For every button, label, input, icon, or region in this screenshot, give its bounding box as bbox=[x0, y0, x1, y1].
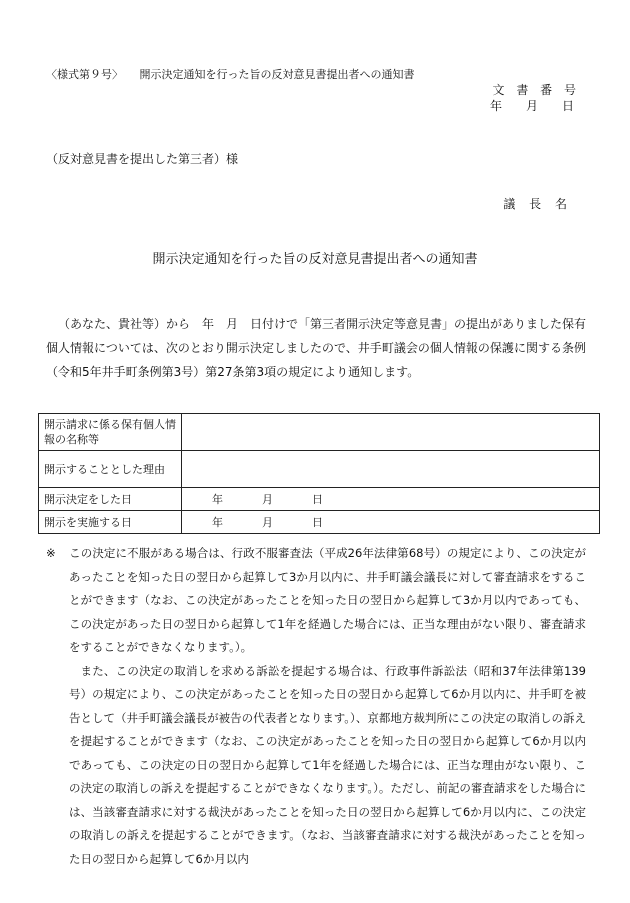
chair-name: 議 長 名 bbox=[503, 197, 572, 211]
note-mark: ※ bbox=[46, 546, 56, 560]
document-date: 年 月 日 bbox=[489, 99, 580, 113]
table-value: 年 月 日 bbox=[182, 488, 600, 511]
table-label: 開示を実施する日 bbox=[39, 511, 182, 534]
table-value bbox=[182, 451, 600, 488]
note-text: この決定に不服がある場合は、行政不服審査法（平成26年法律第68号）の規定により、この決定があったことを知った日の翌日から起算して3か月以内に、井手町議会議長に対して審査請求をすることができます（なお、この決定があったことを知った日の翌日から起算して3か月以内であっても、この決定があった日の翌日から起算して1年を経過した場合には、正当な理由がない限り、審査請求をすることができなくなります。）。 bbox=[69, 546, 586, 654]
table-label: 開示決定をした日 bbox=[39, 488, 182, 511]
addressee: （反対意見書を提出した第三者）様 bbox=[46, 152, 239, 166]
notes-section bbox=[46, 542, 586, 871]
form-label: 〈様式第９号〉 開示決定通知を行った旨の反対意見書提出者への通知書 bbox=[46, 68, 415, 81]
table-row bbox=[39, 511, 600, 534]
table-row bbox=[39, 488, 600, 511]
table-value bbox=[182, 414, 600, 451]
table-label: 開示することとした理由 bbox=[39, 451, 182, 488]
disclosure-info-table bbox=[38, 413, 600, 534]
note-paragraph: また、この決定の取消しを求める訴訟を提起する場合は、行政事件訴訟法（昭和37年法律第139号）の規定により、この決定があったことを知った日の翌日から起算して6か月以内に、井手町を被告として（井手町議会議長が被告の代表者となります。）、京都地方裁判所にこの決定の取消しの訴えを提起することができます（なお、この決定があったことを知った日の翌日から起算して6か月以内であっても、この決定の日の翌日から起算して1年を経過した場合には、正当な理由がない限り、この決定の取消しの訴えを提起することができなくなります。）。ただし、前記の審査請求をした場合には、当該審査請求に対する裁決があったことを知った日の翌日から起算して6か月以内に、この決定の取消しの訴えを提起することができます。（なお、当該審査請求に対する裁決があったことを知った日の翌日から起算して6か月以内 bbox=[69, 663, 586, 866]
table-row bbox=[39, 451, 600, 488]
body-paragraph: （あなた、貴社等）から 年 月 日付けで「第三者開示決定等意見書」の提出がありました保有個人情報については、次のとおり開示決定しましたので、井手町議会の個人情報の保護に関する条例（令和5年井手町条例第3号）第27条第3項の規定により通知します。 bbox=[46, 317, 587, 379]
note-paragraph bbox=[46, 542, 586, 660]
table-row bbox=[39, 414, 600, 451]
table-label: 開示請求に係る保有個人情報の名称等 bbox=[39, 414, 182, 451]
document-number: 文 書 番 号 bbox=[492, 83, 580, 97]
document-title: 開示決定通知を行った旨の反対意見書提出者への通知書 bbox=[152, 252, 478, 267]
table-value: 年 月 日 bbox=[182, 511, 600, 534]
